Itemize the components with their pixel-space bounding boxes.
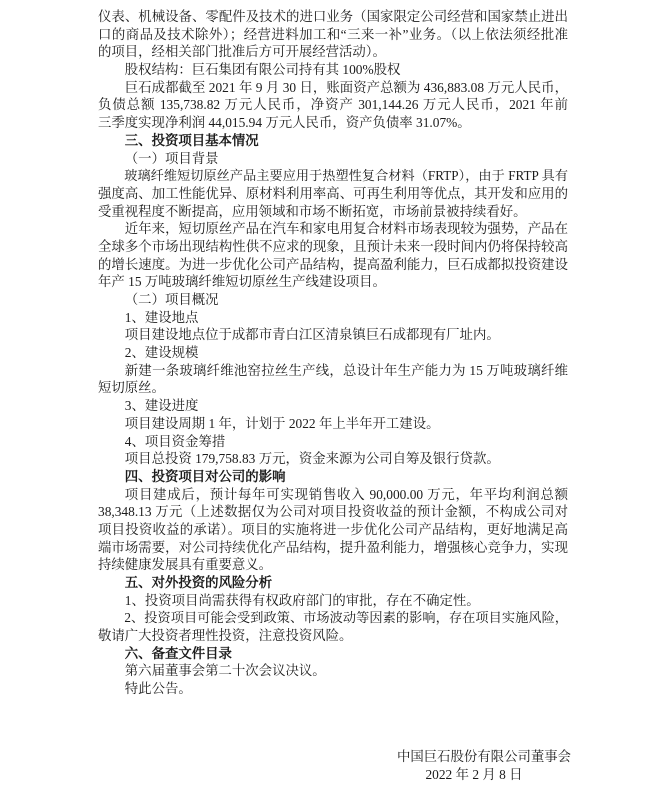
text-line: 项目总投资 179,758.83 万元，资金来源为公司自筹及银行贷款。 [124, 451, 500, 467]
paragraph [98, 415, 568, 433]
paragraph [98, 486, 568, 574]
paragraph [98, 8, 568, 61]
text-line: 1、投资项目尚需获得有权政府部门的审批，存在不确定性。 [124, 592, 480, 608]
text-line: 4、项目资金筹措 [124, 433, 226, 449]
text-line: 3、建设进度 [124, 398, 199, 414]
text-line: 1、建设地点 [124, 309, 199, 325]
text-line: 短切原丝。 [98, 380, 165, 396]
text-line: 三季度实现净利润 44,015.94 万元人民币，资产负债率 31.07%。 [98, 115, 471, 131]
paragraph [98, 362, 568, 397]
section-heading [98, 645, 568, 663]
heading-text: 三、投资项目基本情况 [124, 132, 259, 148]
text-line: 2、建设规模 [124, 345, 199, 361]
text-line: 新建一条玻璃纤维池窑拉丝生产线，总设计年生产能力为 15 万吨玻璃纤维 [124, 362, 568, 378]
heading-text: 五、对外投资的风险分析 [124, 575, 273, 590]
text-line: 强度高、加工性能优异、原材料利用率高、可再生利用等优点，其开发和应用的 [98, 185, 568, 201]
text-line: 特此公告。 [124, 681, 192, 697]
paragraph [98, 326, 568, 344]
text-line: 受重视程度不断提高，应用领域和市场不断拓宽，市场前景被持续看好。 [98, 203, 527, 219]
document-body [98, 8, 568, 698]
text-line: （二）项目概况 [124, 292, 219, 307]
paragraph [98, 433, 568, 451]
text-line: 敬请广大投资者理性投资，注意投资风险。 [98, 628, 353, 644]
paragraph [98, 450, 568, 468]
paragraph [98, 167, 568, 220]
text-line: 项目建设地点位于成都市青白江区清泉镇巨石成都现有厂址内。 [124, 327, 500, 343]
text-line: 2、投资项目可能会受到政策、市场波动等因素的影响，存在项目实施风险， [124, 610, 568, 626]
paragraph [98, 592, 568, 610]
paragraph [98, 291, 568, 309]
signature-block [396, 748, 572, 784]
text-line: 第六届董事会第二十次会议决议。 [124, 663, 326, 679]
paragraph [98, 344, 568, 362]
text-line: 38,348.13 万元（上述数据仅为公司对项目投资收益的预计金额，不构成公司对 [98, 504, 568, 520]
text-line: 年产 15 万吨玻璃纤维短切原丝生产线建设项目。 [98, 274, 386, 290]
text-line: 项目建成后，预计每年可实现销售收入 90,000.00 万元，年平均利润总额 [124, 486, 568, 502]
text-line: （一）项目背景 [124, 150, 219, 166]
text-line: 项目投资收益的承诺）。项目的实施将进一步优化公司产品结构，更好地满足高 [98, 521, 568, 537]
text-line: 项目建设周期 1 年，计划于 2022 年上半年开工建设。 [124, 415, 440, 431]
heading-text: 六、备查文件目录 [124, 645, 232, 661]
text-line: 持续健康发展具有重要意义。 [98, 557, 273, 573]
text-line: 端市场需要，对公司持续优化产品结构，提升盈利能力，增强核心竞争力，实现 [98, 539, 568, 555]
paragraph [98, 61, 568, 79]
paragraph [98, 397, 568, 415]
paragraph [98, 309, 568, 327]
text-line: 全球多个市场出现结构性供不应求的现象，且预计未来一段时间内仍将保持较高 [98, 238, 568, 254]
section-heading [98, 132, 568, 150]
signature-date: 2022 年 2 月 8 日 [425, 767, 523, 782]
paragraph [98, 150, 568, 168]
text-line: 口的商品及技术除外）；经营进料加工和“三来一补”业务。（以上依法须经批准 [98, 26, 568, 42]
heading-text: 四、投资项目对公司的影响 [124, 468, 286, 484]
paragraph [98, 609, 568, 644]
text-line: 玻璃纤维短切原丝产品主要应用于热塑性复合材料（FRTP），由于 FRTP 具有 [124, 168, 568, 184]
text-line: 巨石成都截至 2021 年 9 月 30 日，账面资产总额为 436,883.08 万元人民币， [124, 79, 568, 95]
text-line: 的增长速度。为进一步优化公司产品结构，提高盈利能力，巨石成都拟投资建设 [98, 256, 568, 272]
paragraph [98, 662, 568, 680]
signature-organization: 中国巨石股份有限公司董事会 [396, 749, 572, 764]
paragraph [98, 79, 568, 132]
section-heading [98, 574, 568, 592]
paragraph [98, 680, 568, 698]
text-line: 近年来，短切原丝产品在汽车和家电用复合材料市场表现较为强势，产品在 [124, 221, 568, 237]
text-line: 负债总额 135,738.82 万元人民币，净资产 301,144.26 万元人民币，2021 年前 [98, 97, 568, 113]
section-heading [98, 468, 568, 486]
text-line: 仪表、机械设备、零配件及技术的进口业务（国家限定公司经营和国家禁止进出 [98, 9, 568, 24]
text-line: 股权结构：巨石集团有限公司持有其 100%股权 [124, 62, 401, 78]
text-line: 的项目，经相关部门批准后方可开展经营活动）。 [98, 44, 386, 60]
paragraph [98, 220, 568, 291]
